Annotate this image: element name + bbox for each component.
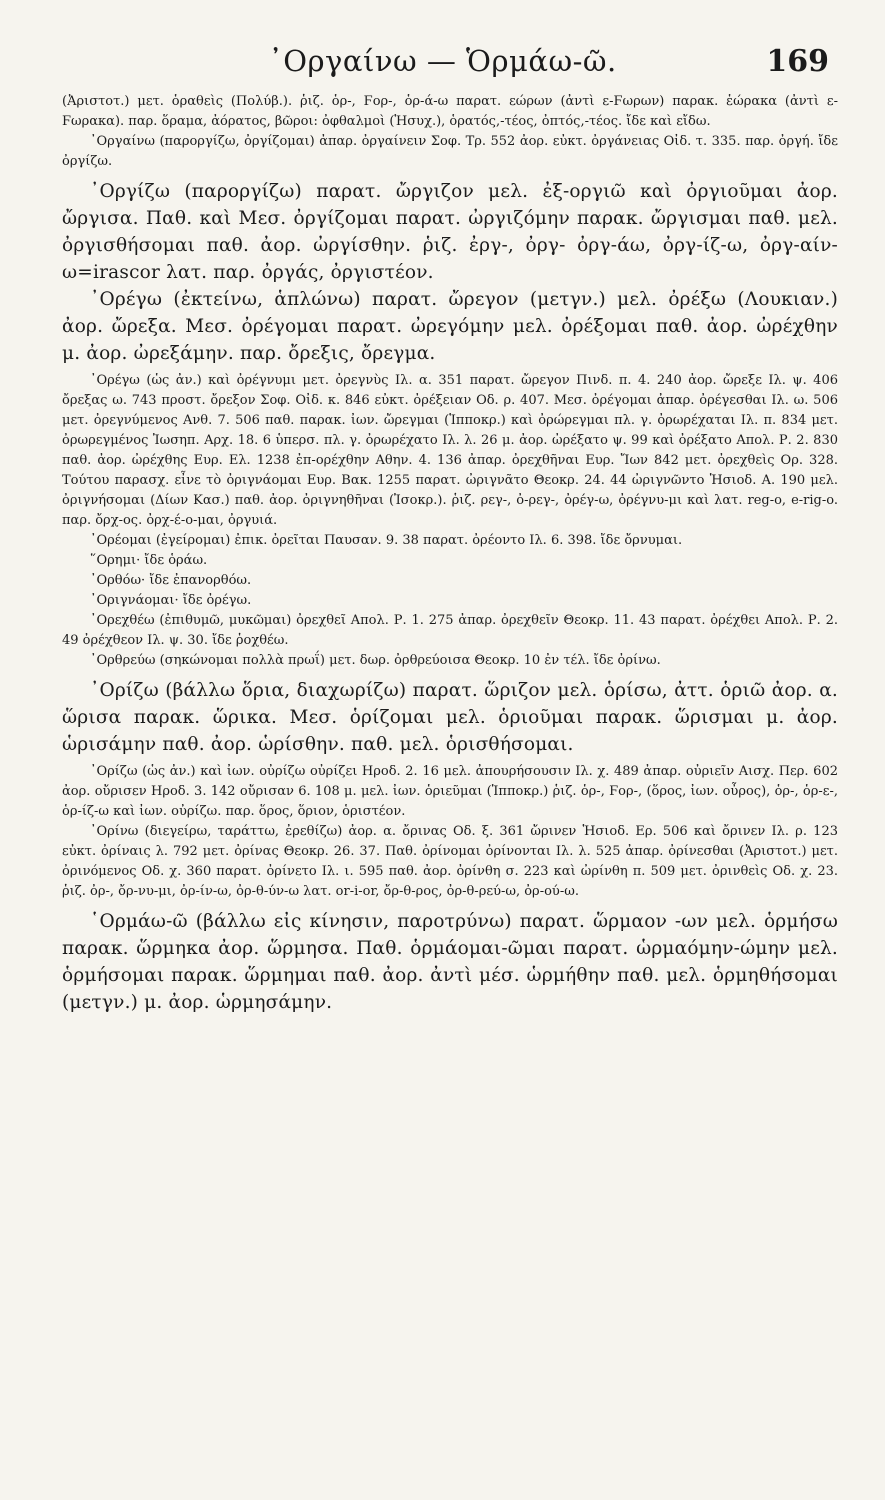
entry-ormao: ῾Ορμάω-ῶ (βάλλω εἰς κίνησιν, παροτρύνω) παρατ. ὥρμαον -ων μελ. ὁρμήσω παρακ. ὥρμηκα ἀορ. ὥρμησα. Παθ. ὁρμάομαι-ῶμαι παρατ. ὡρμαόμην-ώμην μελ. ὁρμήσομαι παρακ. ὥρμημαι παθ. ἀορ. ἀντὶ μέσ. ὡρμήθην παθ. μελ. ὁρμηθήσομαι (μετγν.) μ. ἀορ. ὡρμησάμην. [62,911,838,1013]
entry-oreomai: ᾿Ορέομαι (ἐγείρομαι) ἐπικ. ὀρεῖται Παυσαν. 9. 38 παρατ. ὀρέοντο Ιλ. 6. 398. ἴδε ὄρνυμαι. [90,533,683,548]
entry-orthreuo: ᾿Ορθρεύω (σηκώνομαι πολλὰ πρωΐ) μετ. δωρ. ὀρθρεύοισα Θεοκρ. 10 ἐν τέλ. ἴδε ὀρίνω. [90,653,661,668]
entry-orego: ᾿Ορέγω (ἐκτείνω, ἁπλώνω) παρατ. ὤρεγον (μετγν.) μελ. ὀρέξω (Λουκιαν.) ἀορ. ὤρεξα. Μεσ. ὀρέγομαι παρατ. ὠρεγόμην μελ. ὀρέξομαι παθ. ἀορ. ὠρέχθην μ. ἀορ. ὠρεξάμην. παρ. ὄρεξις, ὄρεγμα. [62,289,838,364]
entry-orgaino: ᾿Οργαίνω (παροργίζω, ὀργίζομαι) ἀπαρ. ὀργαίνειν Σοφ. Τρ. 552 ἀορ. εὐκτ. ὀργάνειας Οἰδ. τ. 335. παρ. ὀργή. ἴδε ὀργίζω. [62,134,838,169]
entry-orego-details: ᾿Ορέγω (ὡς ἀν.) καὶ ὀρέγνυμι μετ. ὀρεγνὺς Ιλ. α. 351 παρατ. ὤρεγον Πινδ. π. 4. 240 ἀορ. ὤρεξε Ιλ. ψ. 406 ὄρεξας ω. 743 προστ. ὄρεξον Σοφ. Οἰδ. κ. 846 εὐκτ. ὀρέξειαν Οδ. ρ. 407. Μεσ. ὀρέγομαι ἀπαρ. ὀρέγεσθαι Ιλ. ω. 506 μετ. ὀρεγνύμενος Ανθ. 7. 506 παθ. παρακ. ἰων. ὤρεγμαι (Ἱπποκρ.) καὶ ὀρώρεγμαι πλ. γ. ὀρωρέχαται Ιλ. π. 834 μετ. ὀρωρεγμένος Ἰωσηπ. Αρχ. 18. 6 ὑπερσ. πλ. γ. ὀρωρέχατο Ιλ. λ. 26 μ. ἀορ. ὠρέξατο ψ. 99 καὶ ὀρέξατο Απολ. Ρ. 2. 830 παθ. ἀορ. ὠρέχθης Ευρ. Ελ. 1238 ἐπ-ορέχθην Αθην. 4. 136 ἀπαρ. ὀρεχθῆναι Ευρ. Ἴων 842 μετ. ὀρεχθεὶς Ορ. 328. Τούτου παρασχ. εἶνε τὸ ὀριγνάομαι Ευρ. Βακ. 1255 παρατ. ὠριγνᾶτο Θεοκρ. 24. 44 ὠριγνῶντο Ἡσιοδ. Α. 190 μελ. ὀριγνήσομαι (Δίων Κασ.) παθ. ἀορ. ὀριγνηθῆναι (Ἰσοκρ.). ῥιζ. ρεγ-, ὀ-ρεγ-, ὀρέγ-ω, ὀρέγνυ-μι καὶ λατ. reg-o, e-rig-o. παρ. ὄρχ-ος. ὀρχ-έ-ο-μαι, ὀργυιά. [62,373,838,528]
entry-orgizo: ᾿Οργίζω (παροργίζω) παρατ. ὤργιζον μελ. ἐξ-οργιῶ καὶ ὀργιοῦμαι ἀορ. ὤργισα. Παθ. καὶ Μεσ. ὀργίζομαι παρατ. ὠργιζόμην παρακ. ὤργισμαι παθ. μελ. ὀργισθήσομαι παθ. ἀορ. ὠργίσθην. ῥιζ. ἐργ-, ὀργ- ὀργ-άω, ὀργ-ίζ-ω, ὀργ-αίν-ω=irascor λατ. παρ. ὀργάς, ὀργιστέον. [62,181,838,283]
page-header [0,38,885,86]
entry-orino: ᾿Ορίνω (διεγείρω, ταράττω, ἐρεθίζω) ἀορ. α. ὄρινας Οδ. ξ. 361 ὤρινεν Ἡσιοδ. Ερ. 506 καὶ ὄρινεν Ιλ. ρ. 123 εὐκτ. ὀρίναις λ. 792 μετ. ὀρίνας Θεοκρ. 26. 37. Παθ. ὀρίνομαι ὀρίνονται Ιλ. λ. 525 ἀπαρ. ὀρίνεσθαι (Ἀριστοτ.) μετ. ὀρινόμενος Οδ. χ. 360 παρατ. ὀρίνετο Ιλ. ι. 595 παθ. ἀορ. ὀρίνθη σ. 223 καὶ ὠρίνθη π. 509 μετ. ὀρινθεὶς Οδ. χ. 23. ῥιζ. ὀρ-, ὄρ-νυ-μι, ὀρ-ίν-ω, ὀρ-θ-ύν-ω λατ. or-i-or, ὄρ-θ-ρος, ὀρ-θ-ρεύ-ω, ὀρ-ού-ω. [62,824,838,899]
running-head: ᾿Οργαίνω — Ὁρμάω-ῶ. [268,44,617,78]
entry-orignaomai: ᾿Οριγνάομαι· ἴδε ὀρέγω. [90,593,252,608]
entry-orizo: ᾿Ορίζω (βάλλω ὅρια, διαχωρίζω) παρατ. ὥριζον μελ. ὁρίσω, ἀττ. ὁριῶ ἀορ. α. ὥρισα παρακ. ὥρικα. Μεσ. ὁρίζομαι μελ. ὁριοῦμαι παρακ. ὥρισμαι μ. ἀορ. ὡρισάμην παθ. ἀορ. ὡρίσθην. παθ. μελ. ὁρισθήσομαι. [62,680,838,755]
entry-orechtheo: ᾿Ορεχθέω (ἐπιθυμῶ, μυκῶμαι) ὀρεχθεῖ Απολ. Ρ. 1. 275 ἀπαρ. ὀρεχθεῖν Θεοκρ. 11. 43 παρατ. ὀρέχθει Απολ. Ρ. 2. 49 ὀρέχθεον Ιλ. ψ. 30. ἴδε ῥοχθέω. [62,613,838,648]
entry-oremi: ῞Ορημι· ἴδε ὁράω. [90,553,208,568]
entry-orthoo: ᾿Ορθόω· ἴδε ἐπανορθόω. [90,573,252,588]
entry-continuation: (Ἀριστοτ.) μετ. ὁραθεὶς (Πολύβ.). ῥιζ. ὁρ-, Ϝορ-, ὁρ-ά-ω παρατ. εώρων (ἀντὶ ε-Ϝωρων) παρακ. ἑώρακα (ἀντὶ ε-Ϝωρακα). παρ. ὅραμα, ἀόρατος, βῶροι: ὀφθαλμοὶ (Ἡσυχ.), ὁρατός,-τέος, ὀπτός,-τέος. ἴδε καὶ εἴδω. [62,94,838,129]
page-number: 169 [766,44,829,79]
dictionary-body [62,92,838,1016]
entry-orizo-details: ᾿Ορίζω (ὡς ἀν.) καὶ ἰων. οὐρίζω οὐρίζει Ηροδ. 2. 16 μελ. ἀπουρήσουσιν Ιλ. χ. 489 ἀπαρ. οὐριεῖν Αισχ. Περ. 602 ἀορ. οὔρισεν Ηροδ. 3. 142 οὔρισαν 6. 108 μ. μελ. ἰων. ὁριεῦμαι (Ἱπποκρ.) ῥιζ. ὁρ-, Ϝορ-, (ὅρος, ἰων. οὖρος), ὁρ-, ὁρ-ε-, ὁρ-ίζ-ω καὶ ἰων. οὐρίζω. παρ. ὅρος, ὅριον, ὁριστέον. [62,764,838,819]
